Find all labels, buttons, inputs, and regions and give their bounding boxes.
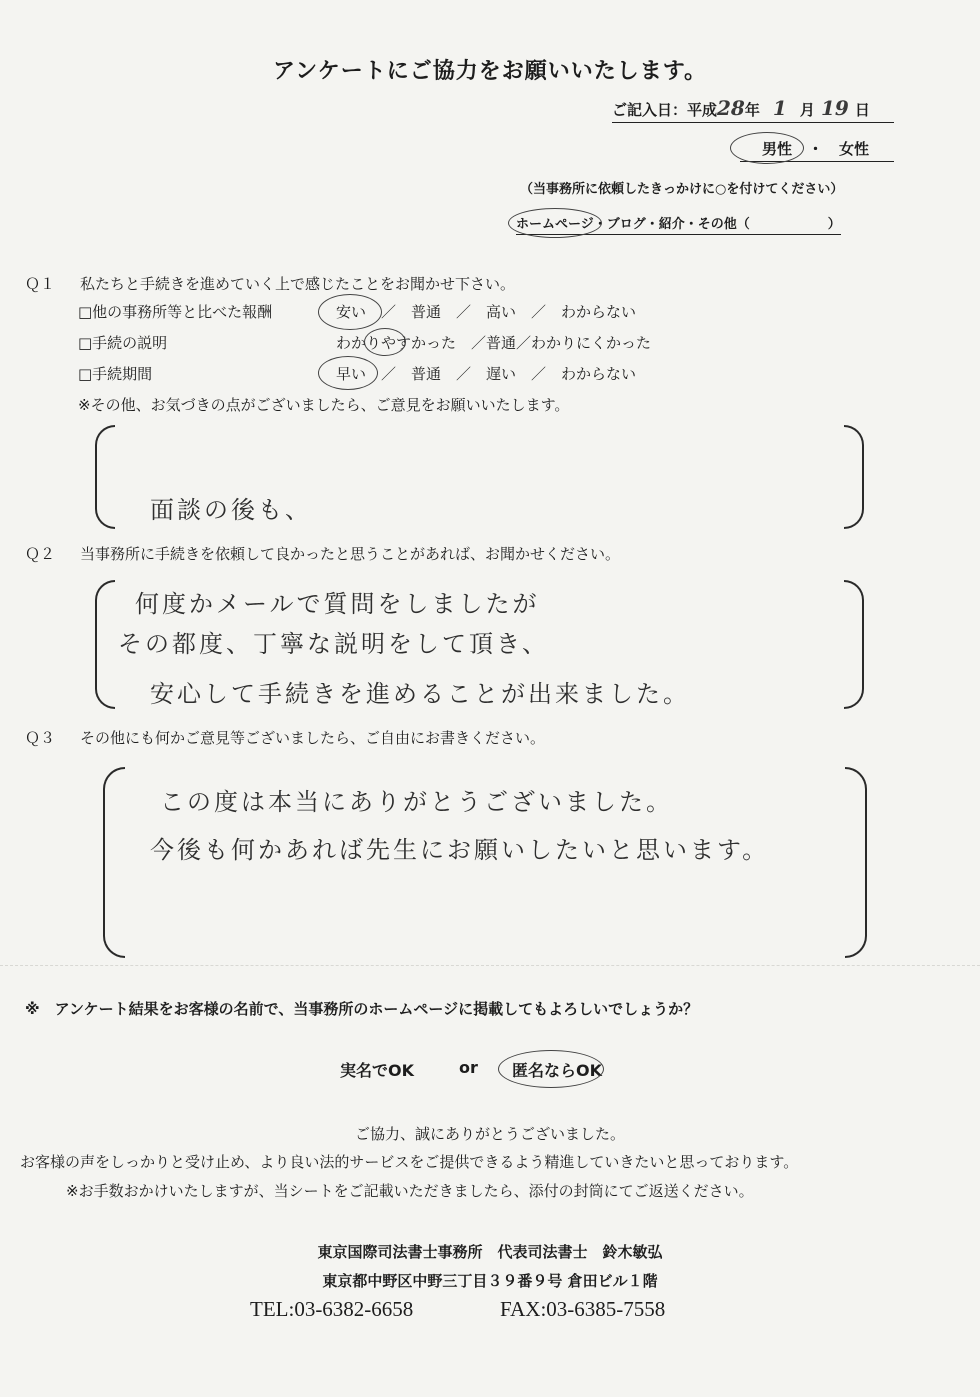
publish-anon-circle: [498, 1050, 604, 1088]
date-month[interactable]: 1: [772, 96, 787, 120]
office-name: 東京国際司法書士事務所 代表司法書士 鈴木敏弘: [317, 1243, 663, 1261]
q2-answer-line-2[interactable]: その都度、丁寧な説明をして頂き、: [118, 630, 550, 658]
q2-label: Ｑ２: [25, 545, 56, 563]
q1-item-explanation-choices[interactable]: わかりやすかった ／普通／わかりにくかった: [336, 334, 652, 352]
closing-request: ※お手数おかけいたしますが、当シートをご記載いただきましたら、添付の封筒にてご返送ください。: [66, 1182, 754, 1200]
q2-answer-line-3[interactable]: 安心して手続きを進めることが出来ました。: [150, 680, 690, 708]
q1-item-fee-choices[interactable]: 安い ／ 普通 ／ 高い ／ わからない: [336, 303, 637, 321]
q1-label: Ｑ１: [25, 275, 56, 293]
q3-label: Ｑ３: [25, 729, 56, 747]
trigger-options[interactable]: ホームページ・ブログ・紹介・その他（ ）: [516, 213, 841, 235]
date-line: [612, 96, 894, 123]
q2-answer-bracket-left: [95, 580, 115, 709]
date-day[interactable]: 19: [820, 96, 849, 120]
q3-answer-line-2[interactable]: 今後も何かあれば先生にお願いしたいと思います。: [150, 836, 770, 864]
trigger-homepage-circle: [508, 208, 602, 238]
gender-male-circle: [730, 132, 804, 164]
publish-or: or: [459, 1058, 478, 1077]
publish-question: ※ アンケート結果をお客様の名前で、当事務所のホームページに掲載してもよろしいでしょうか？: [25, 1000, 699, 1018]
q2-answer-line-1[interactable]: 何度かメールで質問をしましたが: [135, 590, 540, 618]
q1-item-period-choices[interactable]: 早い ／ 普通 ／ 遅い ／ わからない: [336, 365, 637, 383]
q1-explanation-selected-circle: [364, 328, 406, 356]
office-tel: TEL:03-6382-6658: [250, 1297, 414, 1321]
fold-line: [0, 965, 980, 966]
q1-text: 私たちと手続きを進めていく上で感じたことをお聞かせ下さい。: [80, 275, 516, 293]
office-address: 東京都中野区中野三丁目３９番９号 倉田ビル１階: [322, 1272, 658, 1290]
date-day-unit: 日: [854, 101, 870, 119]
q1-item-period-label: □手続期間: [78, 365, 153, 383]
date-year-unit: 年: [744, 101, 760, 119]
q1-answer[interactable]: 面談の後も、: [150, 496, 312, 524]
q3-answer-bracket-right: [845, 767, 867, 958]
q3-answer-bracket-left: [103, 767, 125, 958]
gender-female-option[interactable]: 女性: [839, 140, 870, 158]
publish-option-anon[interactable]: 匿名ならOK: [512, 1061, 603, 1080]
q2-answer-bracket-right: [844, 580, 864, 709]
q1-answer-bracket-left: [95, 425, 115, 529]
q3-answer-line-1[interactable]: この度は本当にありがとうございました。: [160, 788, 673, 816]
date-prefix: ご記入日：平成: [612, 101, 718, 119]
q1-note: ※その他、お気づきの点がございましたら、ご意見をお願いいたします。: [78, 396, 570, 414]
q1-fee-selected-circle: [318, 294, 382, 330]
gender-separator: ・: [808, 140, 824, 158]
closing-thanks: ご協力、誠にありがとうございました。: [354, 1125, 625, 1143]
q1-item-explanation-label: □手続の説明: [78, 334, 168, 352]
q3-text: その他にも何かご意見等ございましたら、ご自由にお書きください。: [80, 729, 546, 747]
date-month-unit: 月: [799, 101, 815, 119]
trigger-prompt: （当事務所に依頼したきっかけに○を付けてください）: [520, 182, 844, 197]
office-fax: FAX:03-6385-7558: [500, 1297, 666, 1321]
closing-message: お客様の声をしっかりと受け止め、より良い法的サービスをご提供できるよう精進していきたいと思っております。: [20, 1153, 799, 1171]
publish-option-real[interactable]: 実名でOK: [340, 1061, 415, 1080]
page-title: アンケートにご協力をお願いいたします。: [273, 59, 707, 84]
q1-period-selected-circle: [318, 356, 378, 390]
gender-male-option[interactable]: 男性: [762, 140, 793, 158]
q1-answer-bracket-right: [844, 425, 864, 529]
q2-text: 当事務所に手続きを依頼して良かったと思うことがあれば、お聞かせください。: [80, 545, 621, 563]
q1-item-fee-label: □他の事務所等と比べた報酬: [78, 303, 273, 321]
date-year[interactable]: 28: [717, 96, 745, 120]
